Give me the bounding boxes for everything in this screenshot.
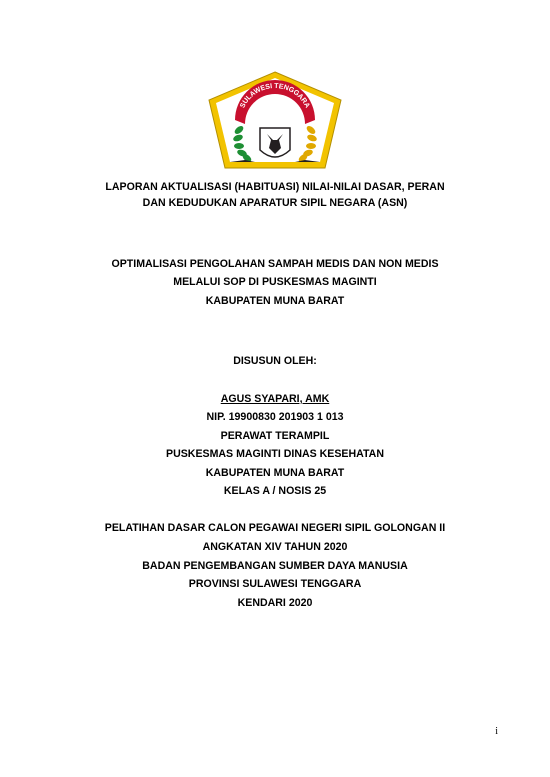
emblem-text: SULAWESI TENGGARA <box>239 82 311 110</box>
topic-line-3: KABUPATEN MUNA BARAT <box>205 295 345 307</box>
training-line-5: KENDARI 2020 <box>237 597 313 609</box>
topic-line-1: OPTIMALISASI PENGOLAHAN SAMPAH MEDIS DAN NON MEDIS <box>111 258 439 270</box>
report-title-line-1: LAPORAN AKTUALISASI (HABITUASI) NILAI-NILAI DASAR, PERAN <box>105 181 445 193</box>
author-nip: NIP. 19900830 201903 1 013 <box>206 411 344 423</box>
author-name: AGUS SYAPARI, AMK <box>220 393 330 405</box>
training-line-4: PROVINSI SULAWESI TENGGARA <box>188 578 362 590</box>
author-class: KELAS A / NOSIS 25 <box>223 485 327 497</box>
author-office: PUSKESMAS MAGINTI DINAS KESEHATAN <box>166 448 384 460</box>
training-line-1: PELATIHAN DASAR CALON PEGAWAI NEGERI SIPIL GOLONGAN II <box>104 522 446 534</box>
province-emblem-logo <box>205 70 345 170</box>
report-title-line-2: DAN KEDUDUKAN APARATUR SIPIL NEGARA (ASN) <box>142 197 408 209</box>
author-regency: KABUPATEN MUNA BARAT <box>205 467 345 479</box>
author-heading: DISUSUN OLEH: <box>233 355 317 367</box>
training-line-3: BADAN PENGEMBANGAN SUMBER DAYA MANUSIA <box>142 560 408 572</box>
author-position: PERAWAT TERAMPIL <box>220 430 330 442</box>
topic-line-2: MELALUI SOP DI PUSKESMAS MAGINTI <box>173 276 377 288</box>
page-number: i <box>495 726 498 737</box>
training-line-2: ANGKATAN XIV TAHUN 2020 <box>202 541 348 553</box>
